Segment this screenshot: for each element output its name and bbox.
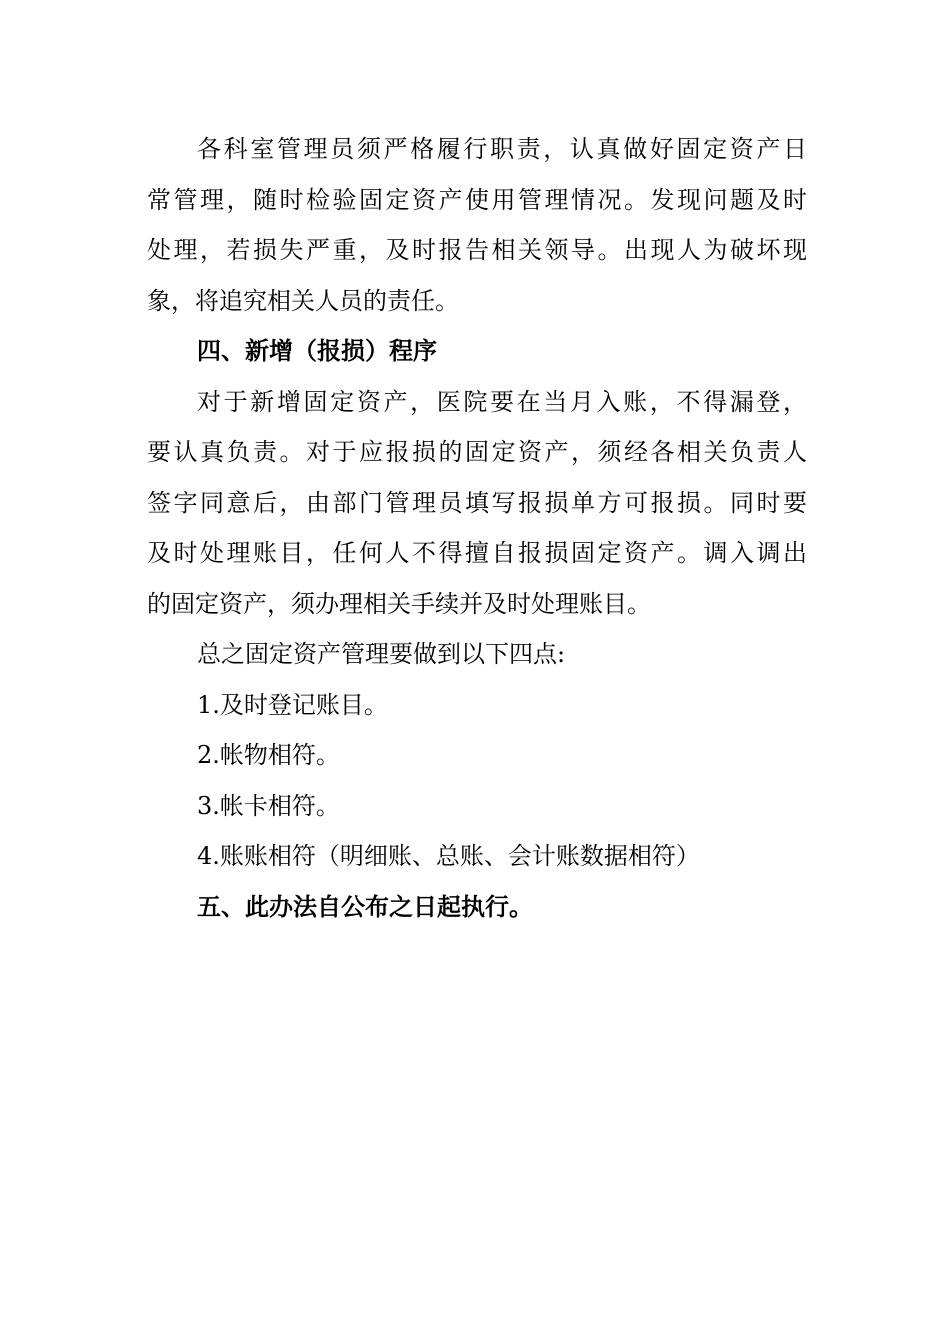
summary-intro: 总之固定资产管理要做到以下四点: [197,640,566,668]
paragraph-line: 常管理，随时检验固定资产使用管理情况。发现问题及时 [147,185,807,214]
list-item: 1.及时登记账目。 [197,690,388,719]
section-heading: 四、新增（报损）程序 [197,336,437,365]
paragraph-line: 各科室管理员须严格履行职责，认真做好固定资产日 [197,135,807,163]
list-item: 4.账账相符（明细账、总账、会计账数据相符） [197,842,700,870]
paragraph-line: 签字同意后，由部门管理员填写报损单方可报损。同时要 [147,488,807,517]
list-item: 3.帐卡相符。 [197,791,340,820]
paragraph-line: 的固定资产，须办理相关手续并及时处理账目。 [147,589,651,618]
paragraph-line: 象，将追究相关人员的责任。 [147,286,459,315]
paragraph-line: 对于新增固定资产，医院要在当月入账，不得漏登， [197,387,807,416]
paragraph-line: 处理，若损失严重，及时报告相关领导。出现人为破坏现 [147,236,807,264]
paragraph-line: 要认真负责。对于应报损的固定资产，须经各相关负责人 [147,438,807,466]
section-heading: 五、此办法自公布之日起执行。 [197,891,533,921]
paragraph-line: 及时处理账目，任何人不得擅自报损固定资产。调入调出 [147,539,807,567]
document-body [147,124,807,932]
list-item: 2.帐物相符。 [197,741,340,769]
